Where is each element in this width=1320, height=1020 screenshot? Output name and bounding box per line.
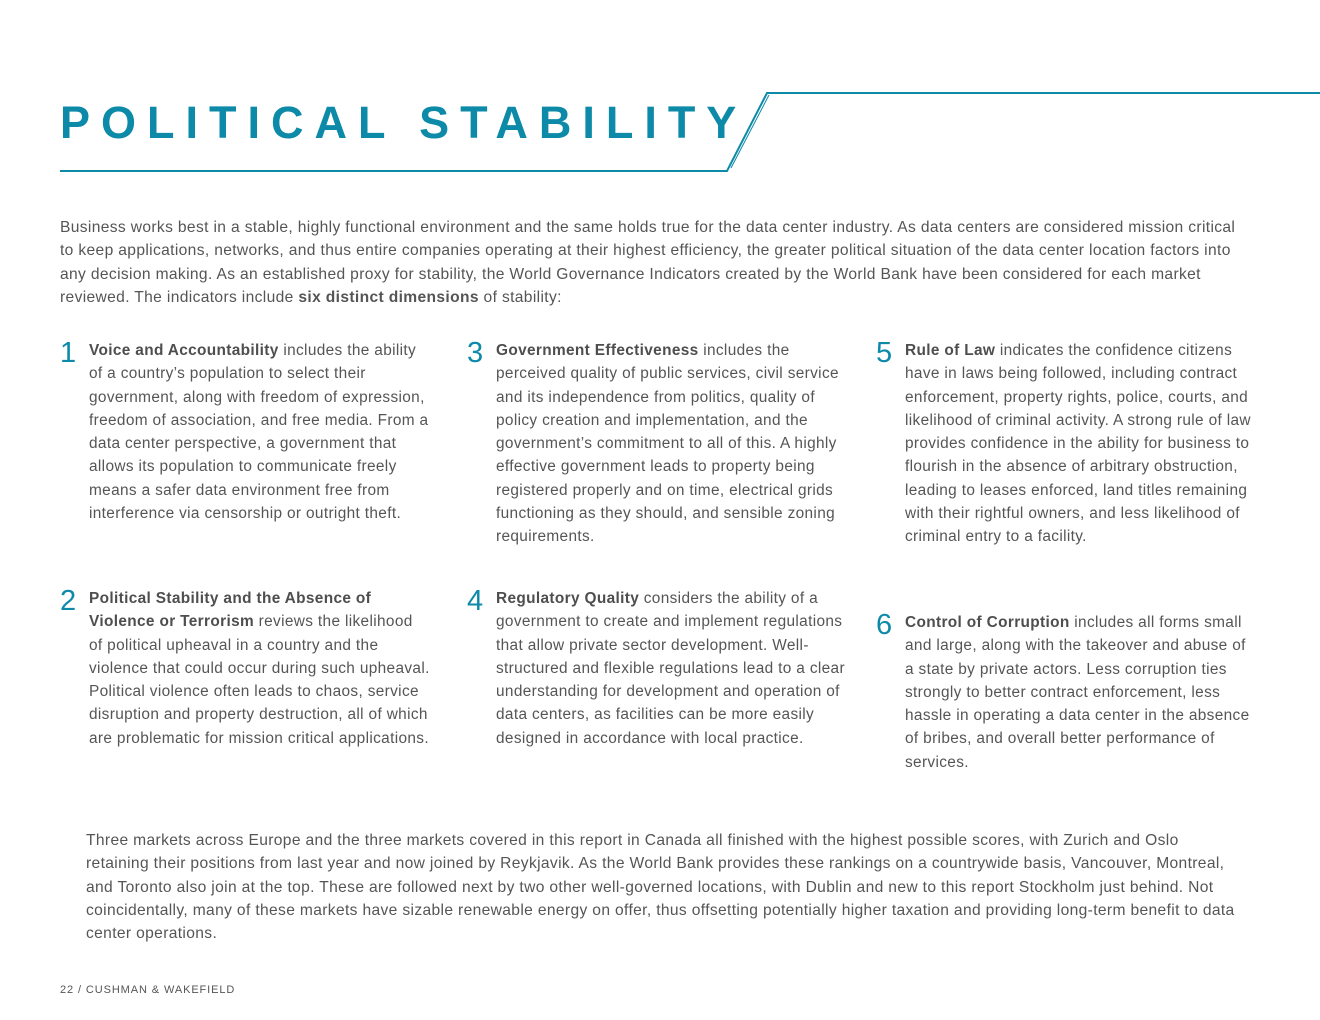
conclusion-paragraph: Three markets across Europe and the three markets covered in this report in Canada all finished with the highest possible scores, with Zurich and Oslo retaining their positions from last year and now joined by Reykjavik. As the World Bank provides these rankings on a countrywide basis, Vancouver, Montreal, and Toronto also join at the top. These are followed next by two other well-governed locations, with Dublin and new to this report Stockholm just behind. Not coincidentally, many of these markets have sizable renewable energy on offer, thus offsetting potentially higher taxation and providing long-term benefit to data center operations. (86, 832, 1235, 943)
title-underline-decoration (0, 0, 1320, 180)
dimension-text (496, 587, 851, 750)
dimension-heading: Political Stability and the Absence of Violence or Terrorism (89, 590, 372, 631)
dimension-text (496, 339, 851, 549)
dimension-item-2 (60, 587, 430, 750)
dimension-body: considers the ability of a government to create and implement regulations that allow private sector development. Well-structured and flexible regulations lead to a clear understanding for development and operation of data centers, as facilities can be more easily designed in accordance with local practice. (496, 590, 845, 747)
dimension-body: includes the perceived quality of public services, civil service and its independence from politics, quality of policy creation and implementation, and the government’s commitment to all of this. A highly effective government leads to property being registered properly and on time, electrical grids functioning as they should, and sensible zoning requirements. (496, 342, 839, 546)
dimension-body: includes the ability of a country’s population to select their government, along with freedom of expression, freedom of association, and free media. From a data center perspective, a government that allows its population to communicate freely means a safer data environment free from interference via censorship or outright theft. (89, 342, 429, 523)
dimension-heading: Regulatory Quality (496, 590, 640, 607)
page-footer: 22 / CUSHMAN & WAKEFIELD (60, 984, 236, 996)
dimension-heading: Rule of Law (905, 342, 996, 359)
dimension-item-3 (467, 339, 851, 549)
dimension-heading: Government Effectiveness (496, 342, 699, 359)
page-title: POLITICAL STABILITY (60, 97, 748, 148)
dimension-item-6 (876, 611, 1252, 774)
intro-tail: of stability: (478, 288, 562, 306)
dimension-item-5 (876, 339, 1252, 549)
dimension-body: reviews the likelihood of political upheaval in a country and the violence that could occur during such upheaval. Political violence often leads to chaos, service disruption and property destruction, all of which are problematic for mission critical applications. (89, 613, 430, 747)
dimension-number: 2 (60, 585, 77, 617)
dimension-body: indicates the confidence citizens have in laws being followed, including contract enforcement, property rights, police, courts, and likelihood of criminal activity. A strong rule of law provides confidence in the ability for business to flourish in the absence of arbitrary obstruction, leading to leases enforced, land titles remaining with their rightful owners, and less likelihood of criminal entry to a facility. (905, 342, 1251, 546)
intro-bold: six distinct dimensions (298, 288, 479, 306)
intro-text: Business works best in a stable, highly functional environment and the same holds true for the data center industry. As data centers are considered mission critical to keep applications, networks, and thus entire companies operating at their highest efficiency, the greater political situation of the data center location factors into any decision making. As an established proxy for stability, the World Governance Indicators created by the World Bank have been considered for each market reviewed. The indicators include (60, 219, 1236, 306)
dimension-number: 5 (876, 337, 893, 369)
dimension-number: 6 (876, 609, 893, 641)
dimension-text (905, 611, 1252, 774)
dimension-text (89, 587, 430, 750)
dimension-text (905, 339, 1252, 549)
dimension-body: includes all forms small and large, along with the takeover and abuse of a state by private actors. Less corruption ties strongly to better contract enforcement, less hassle in operating a data center in the absence of bribes, and overall better performance of services. (905, 614, 1250, 771)
dimension-number: 1 (60, 337, 77, 369)
dimension-heading: Control of Corruption (905, 614, 1070, 631)
dimension-item-4 (467, 587, 851, 750)
dimension-heading: Voice and Accountability (89, 342, 279, 359)
dimension-text (89, 339, 430, 525)
intro-paragraph (60, 216, 1250, 309)
dimension-number: 3 (467, 337, 484, 369)
dimension-number: 4 (467, 585, 484, 617)
dimension-item-1 (60, 339, 430, 525)
